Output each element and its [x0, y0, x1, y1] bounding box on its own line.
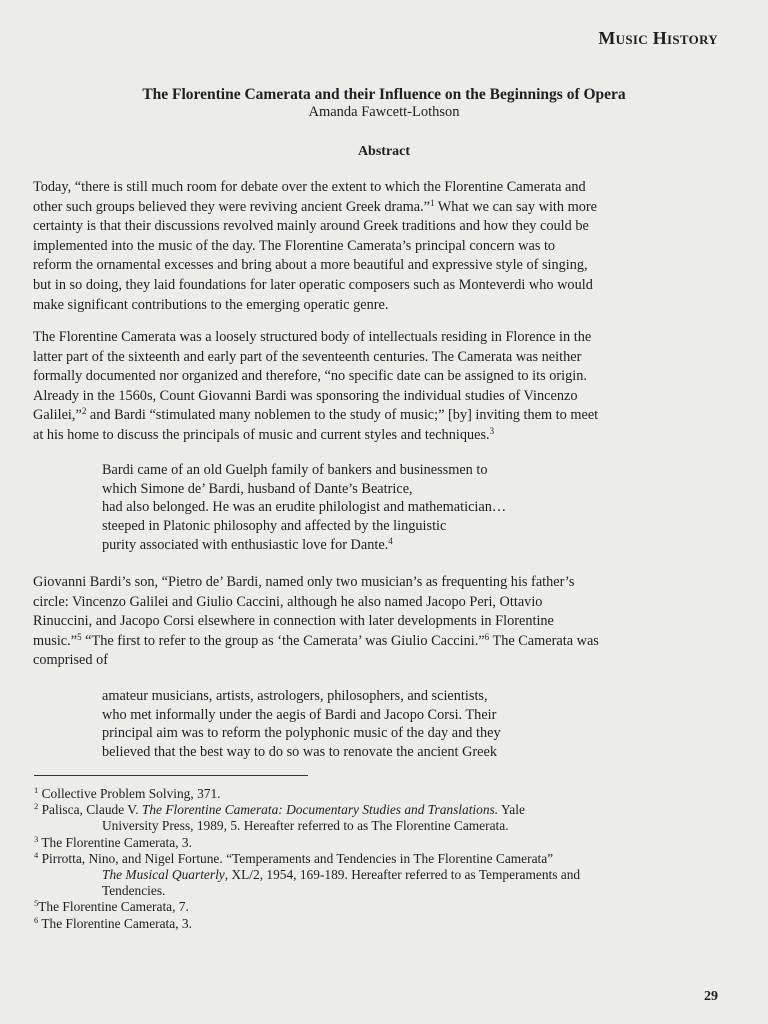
text-line: Galilei,”$^2$ and Bardi “stimulated many noblemen to the study of music;” [by] inviting them to meet	[33, 406, 599, 424]
body-paragraph-1	[33, 328, 723, 446]
footnote-3: $^3$ The Florentine Camerata, 3.	[34, 833, 192, 850]
footnote-ref: 2	[81, 406, 87, 417]
footnote-2: $^2$ Palisca, Claude V. The Florentine Camerata: Documentary Studies and Translations. Yale University Press, 1989, 5. Hereafter referred to as The Florentine Camerata.	[34, 801, 525, 834]
abstract-paragraph	[33, 178, 723, 315]
footnote-1: $^1$ Collective Problem Solving, 371.	[34, 785, 221, 801]
text-line: comprised of	[33, 652, 109, 669]
footnote-divider	[34, 775, 308, 776]
quote-line: who met informally under the aegis of Bardi and Jacopo Corsi. Their	[102, 706, 497, 723]
quote-line: amateur musicians, artists, astrologers, philosophers, and scientists,	[102, 688, 488, 704]
quote-line: which Simone de’ Bardi, husband of Dante’s Beatrice,	[102, 480, 413, 497]
text-line: other such groups believed they were reviving ancient Greek drama.”$^1$ What we can say with more	[33, 197, 597, 215]
text-line: implemented into the music of the day. The Florentine Camerata’s principal concern was to	[33, 237, 556, 254]
text-line: reform the ornamental excesses and bring about a more beautiful and expressive style of singing,	[33, 257, 588, 274]
footnote-4: $^4$ Pirrotta, Nino, and Nigel Fortune. “Temperaments and Tendencies in The Florentine Camerata” The Musical Quarterly, XL/2, 1954, 169-189. Hereafter referred to as Temperaments and Tendencies.	[34, 849, 581, 899]
block-quote-2	[102, 687, 662, 762]
quote-line: principal aim was to reform the polyphonic music of the day and they	[102, 725, 501, 742]
footnote-6: $^6$ The Florentine Camerata, 3.	[34, 914, 192, 931]
article-title: The Florentine Camerata and their Influence on the Beginnings of Opera	[142, 86, 626, 103]
text-line: Giovanni Bardi’s son, “Pietro de’ Bardi, named only two musician’s as frequenting his father’s	[33, 574, 575, 590]
text-line: circle: Vincenzo Galilei and Giulio Caccini, although he also named Jacopo Peri, Ottavio	[33, 593, 543, 610]
text-line: at his home to discuss the principals of music and current styles and techniques.$^3$	[33, 425, 495, 443]
text-line: Rinuccini, and Jacopo Corsi elsewhere in connection with later developments in Florentine	[33, 613, 554, 630]
footnote-ref: 1	[429, 197, 435, 208]
footnote-ref: 4	[388, 535, 393, 546]
footnote-ref: 5	[77, 631, 82, 642]
text-line: but in so doing, they laid foundations for later operatic composers such as Monteverdi who would	[33, 276, 593, 293]
abstract-heading: Abstract	[357, 144, 411, 159]
text-line: The Florentine Camerata was a loosely structured body of intellectuals residing in Florence in the	[33, 329, 592, 345]
article-author: Amanda Fawcett-Lothson	[308, 104, 460, 120]
quote-line: Bardi came of an old Guelph family of bankers and businessmen to	[102, 462, 488, 478]
body-paragraph-2	[33, 573, 723, 671]
text-line: music.”$^5$ “The first to refer to the group as ‘the Camerata’ was Giulio Caccini.”$^6$ The Camerata was	[33, 631, 599, 649]
footnote-ref: 3	[489, 425, 495, 436]
section-header: Music History	[598, 28, 718, 48]
page-number: 29	[704, 989, 718, 1004]
footnotes	[34, 786, 734, 932]
quote-line: purity associated with enthusiastic love for Dante.$^4$	[102, 535, 393, 553]
text-line: certainty is that their discussions revolved mainly around Greek traditions and how they could be	[33, 218, 589, 235]
quote-line: believed that the best way to do so was to renovate the ancient Greek	[102, 744, 498, 761]
text-line: Today, “there is still much room for debate over the extent to which the Florentine Camerata and	[33, 179, 586, 195]
text-line: Already in the 1560s, Count Giovanni Bardi was sponsoring the individual studies of Vincenzo	[33, 387, 578, 404]
footnote-5: $^5$The Florentine Camerata, 7.	[34, 898, 189, 915]
text-line: formally documented nor organized and therefore, “no specific date can be assigned to its origin.	[33, 368, 587, 385]
text-line: latter part of the sixteenth and early part of the seventeenth centuries. The Camerata was neither	[33, 348, 582, 365]
block-quote-1	[102, 461, 662, 555]
footnote-ref: 6	[484, 631, 490, 642]
quote-line: had also belonged. He was an erudite philologist and mathematician…	[102, 499, 507, 516]
text-line: make significant contributions to the emerging operatic genre.	[33, 296, 389, 313]
quote-line: steeped in Platonic philosophy and affected by the linguistic	[102, 518, 447, 535]
